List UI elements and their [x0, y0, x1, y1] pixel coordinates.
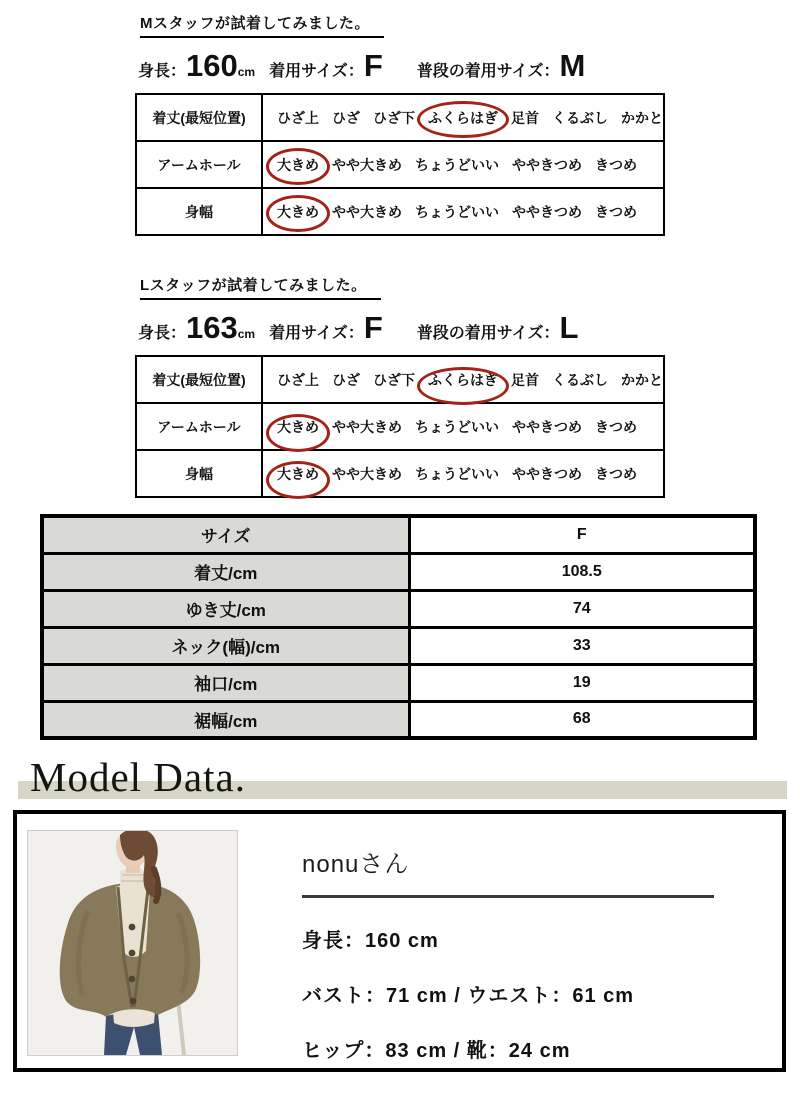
staff-tryon-section-l	[140, 274, 800, 498]
size-measurement-table	[40, 514, 757, 740]
fit-option: ちょうどいい	[415, 203, 499, 220]
measure-label: 着丈/cm	[42, 553, 409, 590]
wearing-size-label: 着用サイズ：	[269, 325, 364, 342]
measure-value: 19	[409, 664, 755, 701]
model-data-box	[13, 810, 786, 1072]
fit-option: ひざ下	[373, 109, 415, 126]
fit-option: くるぶし	[552, 371, 608, 388]
wearing-size-value: F	[363, 310, 383, 345]
fit-options	[277, 202, 657, 222]
height-value: 160	[186, 48, 238, 83]
fit-options	[277, 155, 657, 175]
table-row	[136, 450, 664, 497]
wearing-size-value: F	[363, 48, 383, 83]
staff-size-summary	[138, 312, 800, 343]
fit-option: やや大きめ	[332, 418, 402, 435]
fit-option: 足首	[511, 371, 539, 388]
fit-option: ひざ	[332, 109, 360, 126]
model-photo	[27, 830, 238, 1056]
table-row	[42, 701, 755, 738]
fit-row-label: 着丈(最短位置)	[136, 356, 262, 403]
fit-option: ひざ上	[277, 109, 319, 126]
fit-option: ややきつめ	[512, 418, 582, 435]
fit-option: きつめ	[595, 156, 637, 173]
table-row	[136, 356, 664, 403]
fit-option: やや大きめ	[332, 203, 402, 220]
fit-row-label: アームホール	[136, 403, 262, 450]
table-row	[136, 188, 664, 235]
fit-option: きつめ	[595, 465, 637, 482]
table-row	[42, 664, 755, 701]
table-row	[136, 403, 664, 450]
measure-value: 74	[409, 590, 755, 627]
measure-label: ゆき丈/cm	[42, 590, 409, 627]
model-height: 身長：160 cm	[302, 930, 439, 952]
fit-option-selected: 大きめ	[277, 465, 319, 482]
staff-section-title: Lスタッフが試着してみました。	[140, 274, 381, 300]
measure-label: 袖口/cm	[42, 664, 409, 701]
fit-row-label: 着丈(最短位置)	[136, 94, 262, 141]
fit-option: くるぶし	[552, 109, 608, 126]
measure-value: 68	[409, 701, 755, 738]
model-bust-waist: バスト：71 cm / ウエスト：61 cm	[302, 985, 635, 1007]
fit-option: ちょうどいい	[415, 465, 499, 482]
fit-row-label: 身幅	[136, 450, 262, 497]
measure-label: サイズ	[42, 516, 409, 553]
height-unit: cm	[237, 65, 256, 79]
fit-row-label: 身幅	[136, 188, 262, 235]
model-illustration	[28, 831, 237, 1055]
divider	[302, 895, 714, 898]
fit-option-selected: ふくらはぎ	[428, 371, 498, 388]
fit-option: ひざ上	[277, 371, 319, 388]
height-label: 身長：	[138, 325, 187, 342]
fit-options	[277, 370, 663, 390]
measure-value: F	[409, 516, 755, 553]
height-unit: cm	[237, 327, 256, 341]
fit-options	[277, 417, 657, 437]
fit-option: やや大きめ	[332, 156, 402, 173]
fit-option: ややきつめ	[512, 156, 582, 173]
measure-label: 裾幅/cm	[42, 701, 409, 738]
staff-section-title: Mスタッフが試着してみました。	[140, 12, 384, 38]
table-row	[42, 590, 755, 627]
fit-option: ややきつめ	[512, 203, 582, 220]
measure-label: ネック(幅)/cm	[42, 627, 409, 664]
fit-option: やや大きめ	[332, 465, 402, 482]
table-row	[136, 141, 664, 188]
fit-option: ややきつめ	[512, 465, 582, 482]
height-label: 身長：	[138, 63, 187, 80]
fit-option-selected: 大きめ	[277, 418, 319, 435]
fit-review-table	[135, 355, 665, 498]
model-info	[238, 814, 714, 1068]
fit-option: きつめ	[595, 203, 637, 220]
fit-review-table	[135, 93, 665, 236]
table-row	[42, 516, 755, 553]
usual-size-value: L	[559, 310, 579, 345]
fit-option: 足首	[511, 109, 539, 126]
usual-size-label: 普段の着用サイズ：	[416, 325, 560, 342]
fit-row-label: アームホール	[136, 141, 262, 188]
fit-option: ひざ	[332, 371, 360, 388]
measure-value: 108.5	[409, 553, 755, 590]
wearing-size-label: 着用サイズ：	[269, 63, 364, 80]
usual-size-label: 普段の着用サイズ：	[416, 63, 560, 80]
fit-option-selected: 大きめ	[277, 203, 319, 220]
staff-tryon-section-m	[140, 0, 800, 236]
model-data-heading	[30, 754, 800, 800]
fit-option: ちょうどいい	[415, 156, 499, 173]
fit-options	[277, 464, 657, 484]
fit-options	[277, 108, 663, 128]
fit-option: ちょうどいい	[415, 418, 499, 435]
model-hip-shoe: ヒップ：83 cm / 靴：24 cm	[302, 1040, 571, 1062]
table-row	[42, 627, 755, 664]
fit-option: きつめ	[595, 418, 637, 435]
fit-option: かかと	[621, 109, 663, 126]
model-data-title: Model Data.	[30, 754, 246, 800]
table-row	[136, 94, 664, 141]
fit-option: ひざ下	[373, 371, 415, 388]
fit-option: かかと	[621, 371, 663, 388]
fit-option-selected: ふくらはぎ	[428, 109, 498, 126]
model-name: nonuさん	[302, 851, 410, 878]
usual-size-value: M	[559, 48, 586, 83]
fit-option-selected: 大きめ	[277, 156, 319, 173]
measure-value: 33	[409, 627, 755, 664]
table-row	[42, 553, 755, 590]
height-value: 163	[186, 310, 238, 345]
staff-size-summary	[138, 50, 800, 81]
